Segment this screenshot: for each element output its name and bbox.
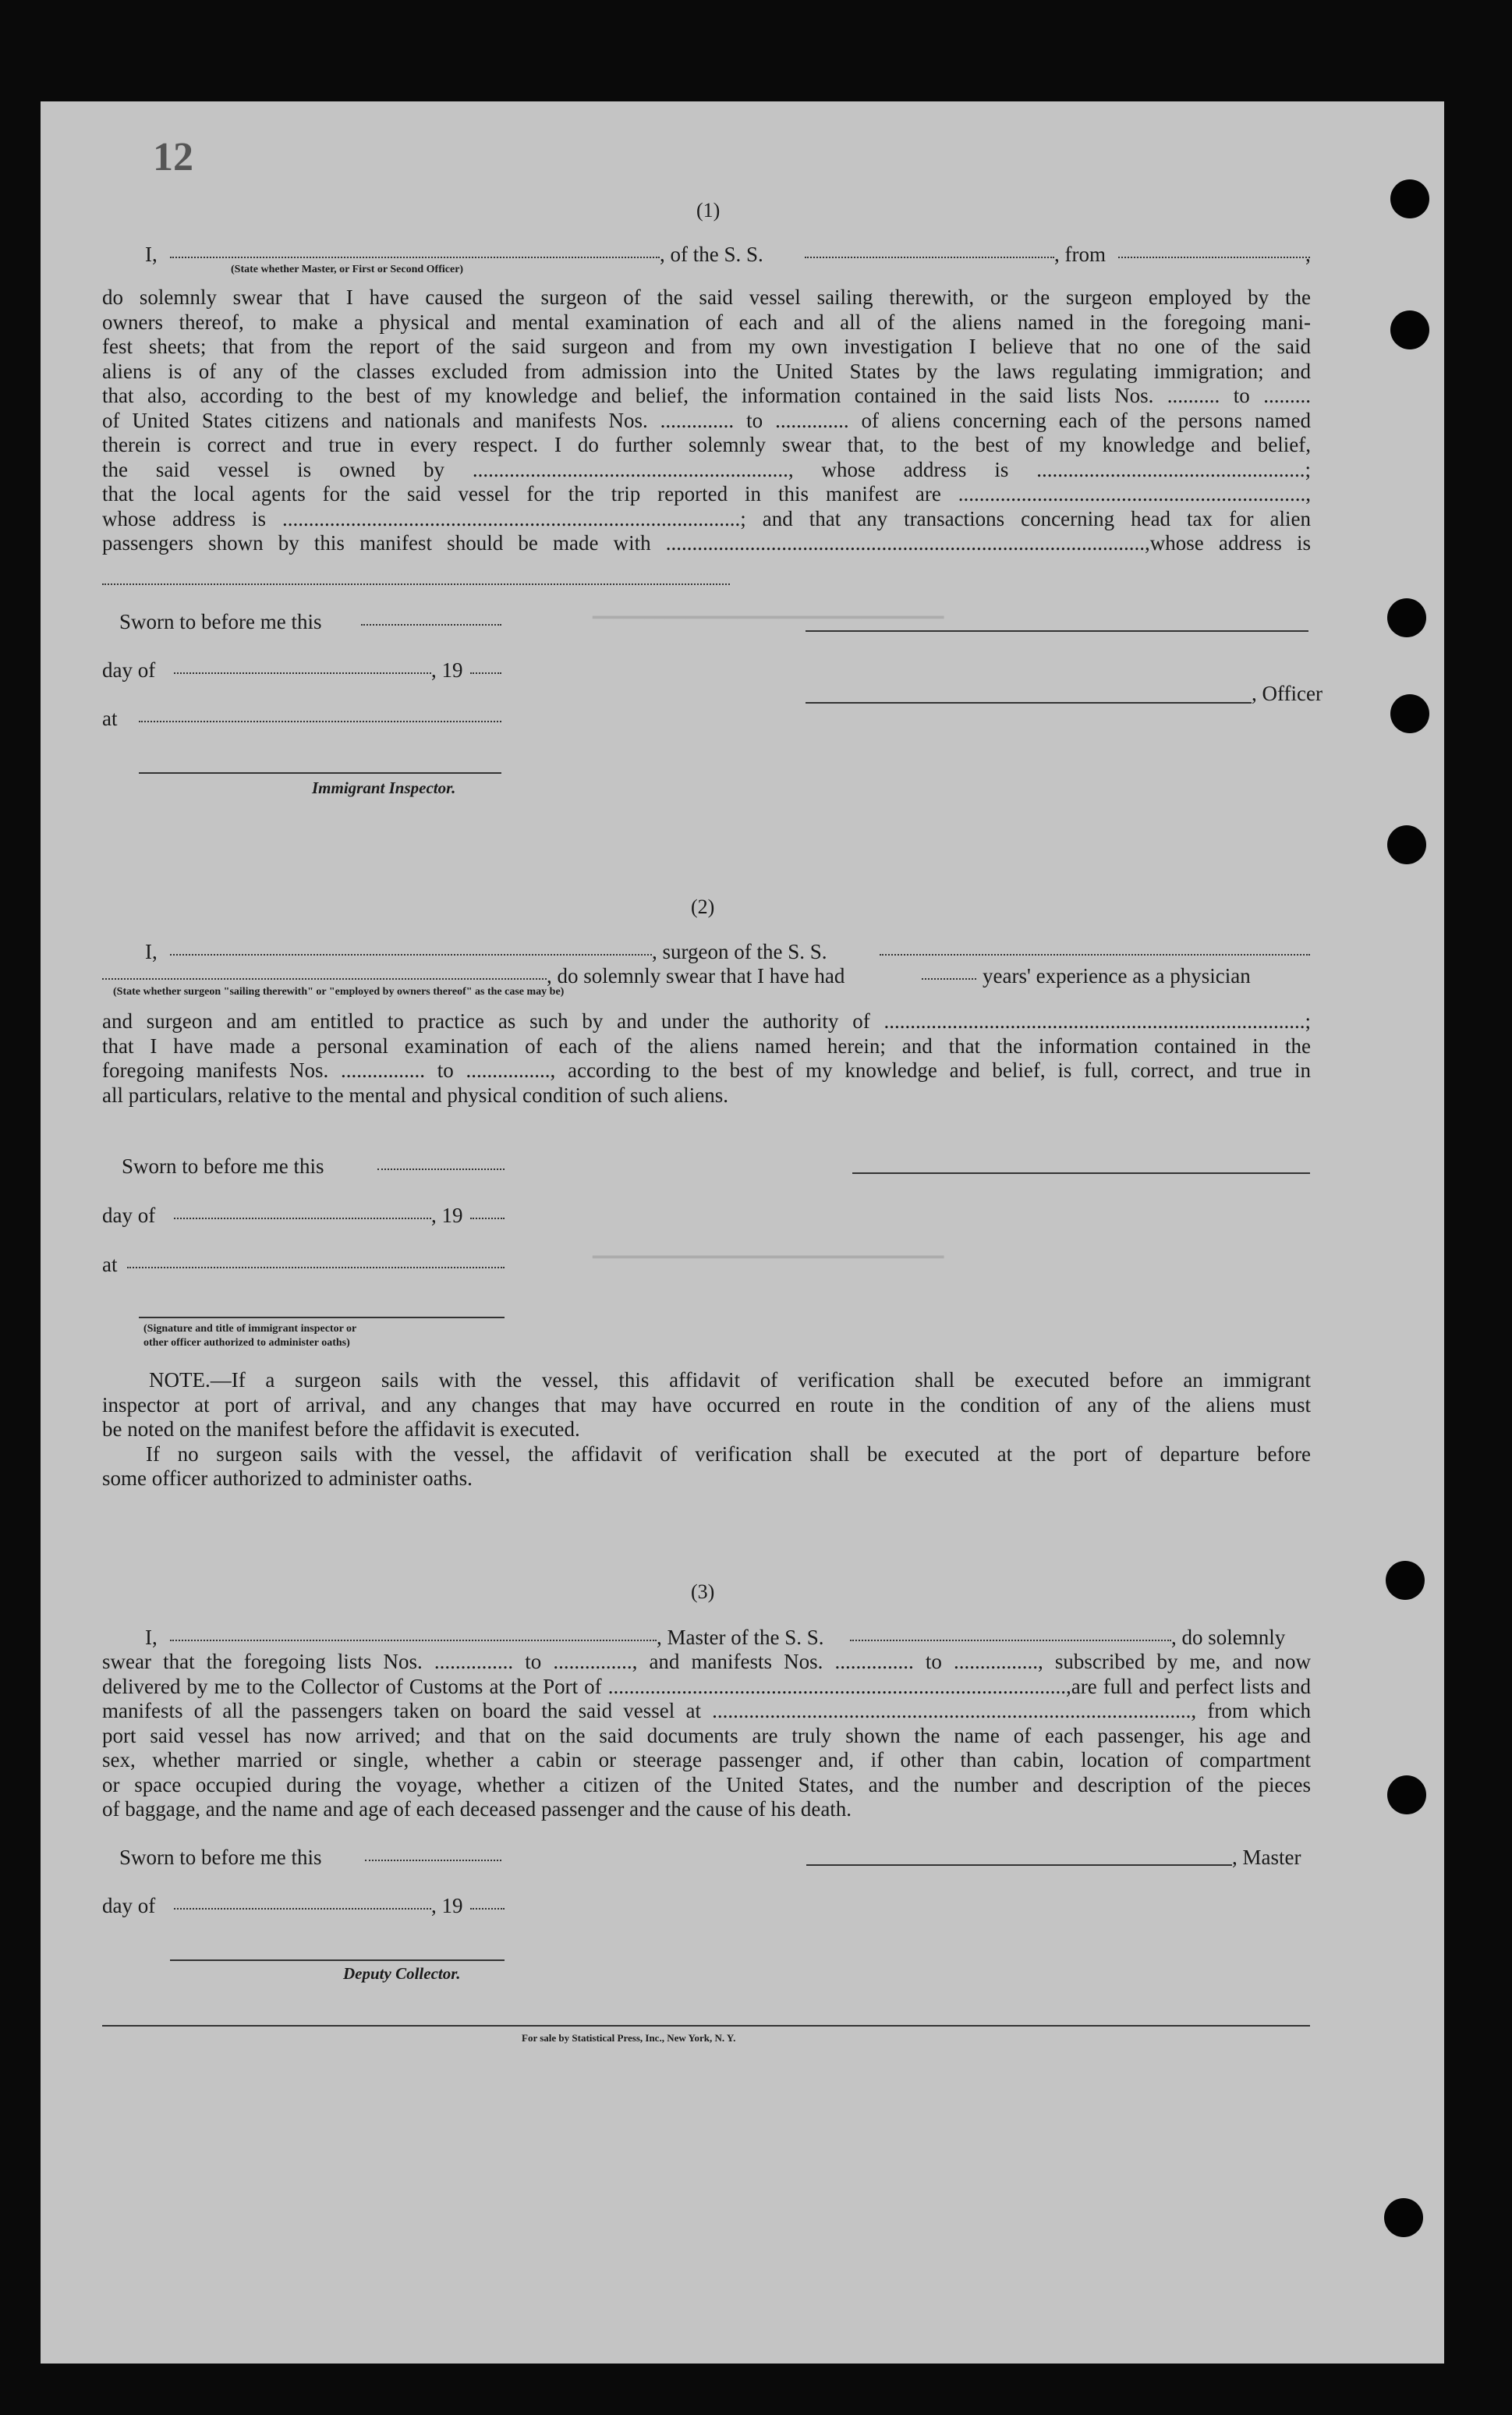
year-label: , 19 bbox=[431, 1204, 463, 1227]
oath-line: passengers shown by this manifest should be made with ...........................................................................................,whose address is bbox=[102, 531, 1311, 555]
solemnly-label: , do solemnly bbox=[1171, 1626, 1286, 1649]
oath-line: or space occupied during the voyage, whether a citizen of the United States, and the number and description of the pieces bbox=[102, 1772, 1311, 1796]
oath-line: of United States citizens and nationals and manifests Nos. .............. to .............. of aliens concerning each of the persons named bbox=[102, 408, 1311, 432]
oath-line: of baggage, and the name and age of each deceased passenger and the cause of his death. bbox=[102, 1797, 852, 1821]
oath-line: whose address is .......................................................................................; and that any transactions concerning head tax for alien bbox=[102, 506, 1311, 530]
surgeon-vessel-field[interactable] bbox=[880, 940, 1310, 956]
printer-imprint: For sale by Statistical Press, Inc., New York, N. Y. bbox=[522, 2032, 736, 2044]
officer-label: , Officer bbox=[1252, 682, 1323, 705]
vessel-label: , of the S. S. bbox=[660, 243, 763, 266]
punch-hole bbox=[1390, 179, 1429, 218]
note-block bbox=[102, 1368, 1311, 1491]
surgeon-vessel-label: , surgeon of the S. S. bbox=[652, 940, 827, 963]
sworn-date-field[interactable] bbox=[365, 1846, 501, 1861]
oath-line: that the local agents for the said vessel for the trip reported in this manifest are .................................................................., bbox=[102, 482, 1311, 505]
section-3-number: (3) bbox=[691, 1580, 715, 1603]
oath-line: aliens is of any of the classes excluded from admission into the United States by the laws regulating immigration; and bbox=[102, 359, 1311, 383]
section-3-body bbox=[102, 1650, 1311, 1822]
surgeon-name-field[interactable] bbox=[170, 940, 652, 956]
master-vessel-label: , Master of the S. S. bbox=[657, 1626, 824, 1649]
inspector-signature-line[interactable] bbox=[139, 772, 501, 774]
day-field[interactable] bbox=[174, 1894, 431, 1910]
rank-caption: (State whether Master, or First or Second Officer) bbox=[231, 264, 464, 275]
from-label: , from bbox=[1054, 243, 1106, 266]
sworn-date-field[interactable] bbox=[361, 610, 501, 626]
note-line: be noted on the manifest before the affidavit is executed. bbox=[102, 1417, 580, 1441]
years-field[interactable] bbox=[922, 964, 976, 980]
day-label: day of bbox=[102, 658, 156, 682]
oath-intro: I, bbox=[145, 940, 158, 963]
section-1-number: (1) bbox=[696, 199, 721, 222]
oath-line: port said vessel has now arrived; and that on the said documents are truly shown the name of each passenger, his age and bbox=[102, 1723, 1311, 1747]
oath-line: and surgeon and am entitled to practice as such by and under the authority of ................................................................................; bbox=[102, 1009, 1311, 1033]
punch-hole bbox=[1387, 1775, 1426, 1814]
at-field[interactable] bbox=[139, 707, 501, 722]
oath-line: do solemnly swear that I have caused the surgeon of the said vessel sailing therewith, or the surgeon employed by the bbox=[102, 285, 1311, 309]
note-line: some officer authorized to administer oaths. bbox=[102, 1466, 473, 1490]
year-label: , 19 bbox=[431, 658, 463, 682]
experience-label: , do solemnly swear that I have had bbox=[547, 964, 845, 988]
collector-caption: Deputy Collector. bbox=[343, 1964, 461, 1983]
oath-line: sex, whether married or single, whether a cabin or steerage passenger and, if other than cabin, location of compartment bbox=[102, 1748, 1311, 1771]
officer-signature-line[interactable] bbox=[139, 1317, 505, 1318]
note-line: NOTE.—If a surgeon sails with the vessel, this affidavit of verification shall be executed before an immigrant bbox=[149, 1368, 1311, 1392]
name-field[interactable] bbox=[170, 243, 660, 258]
signature-caption: other officer authorized to administer oaths) bbox=[143, 1337, 350, 1349]
year-field[interactable] bbox=[470, 1204, 505, 1219]
day-label: day of bbox=[102, 1894, 156, 1917]
oath-line: owners thereof, to make a physical and mental examination of each and all of the aliens named in the foregoing mani- bbox=[102, 310, 1311, 334]
note-line: If no surgeon sails with the vessel, the affidavit of verification shall be executed at the port of departure before bbox=[146, 1442, 1311, 1466]
day-field[interactable] bbox=[174, 658, 431, 674]
sworn-label: Sworn to before me this bbox=[119, 1846, 322, 1869]
punch-hole bbox=[1384, 2198, 1423, 2237]
surgeon-type-caption: (State whether surgeon "sailing therewith" or "employed by owners thereof" as the case may be) bbox=[113, 986, 565, 998]
vessel-field[interactable] bbox=[805, 243, 1054, 258]
address-field[interactable] bbox=[102, 583, 730, 585]
day-label: day of bbox=[102, 1204, 156, 1227]
master-vessel-field[interactable] bbox=[850, 1626, 1171, 1641]
surgeon-type-field[interactable] bbox=[102, 964, 547, 980]
master-name-field[interactable] bbox=[170, 1626, 657, 1641]
oath-line: that I have made a personal examination of each of the aliens named herein; and that the information contained in the bbox=[102, 1034, 1311, 1058]
day-field[interactable] bbox=[174, 1204, 431, 1219]
inspector-caption: Immigrant Inspector. bbox=[312, 778, 456, 797]
sworn-label: Sworn to before me this bbox=[119, 610, 322, 633]
at-field[interactable] bbox=[127, 1253, 505, 1268]
oath-line: foregoing manifests Nos. ................ to ................, according to the best of my knowledge and belief, is full, correct, and true in bbox=[102, 1059, 1311, 1082]
oath-line: manifests of all the passengers taken on board the said vessel at ..........................................................................................., from which bbox=[102, 1699, 1311, 1722]
year-field[interactable] bbox=[470, 658, 501, 674]
collector-signature-line[interactable] bbox=[170, 1959, 505, 1961]
from-field[interactable] bbox=[1118, 243, 1310, 258]
oath-line: delivered by me to the Collector of Customs at the Port of .......................................................................................,are full and perfect lists and bbox=[102, 1674, 1311, 1698]
punch-hole bbox=[1390, 310, 1429, 349]
oath-intro: I, bbox=[145, 243, 158, 266]
bleed-through-text: ━━━━━━━━━━━━━━━━━━━━━━━━━━━━━━━━━━ bbox=[593, 609, 944, 629]
sworn-date-field[interactable] bbox=[377, 1154, 505, 1170]
year-label: , 19 bbox=[431, 1894, 463, 1917]
punch-hole bbox=[1386, 1561, 1425, 1600]
page-mark: 12 bbox=[153, 135, 193, 179]
section-2-body bbox=[102, 1009, 1311, 1108]
punch-hole bbox=[1387, 825, 1426, 864]
at-label: at bbox=[102, 1253, 118, 1276]
oath-line: swear that the foregoing lists Nos. ............... to ..............., and manifests Nos. ............... to ................, subscribed by me, and now bbox=[102, 1650, 1311, 1673]
footer-rule bbox=[102, 2025, 1310, 2027]
oath-line: the said vessel is owned by ............................................................, whose address is ...................................................; bbox=[102, 457, 1311, 481]
oath-line: therein is correct and true in every respect. I do further solemnly swear that, to the best of my knowledge and belief, bbox=[102, 433, 1311, 456]
oath-line: all particulars, relative to the mental and physical condition of such aliens. bbox=[102, 1083, 728, 1107]
master-label: , Master bbox=[1232, 1846, 1301, 1869]
oath-line: that also, according to the best of my knowledge and belief, the information contained in the said lists Nos. .......... to ......... bbox=[102, 384, 1311, 407]
year-field[interactable] bbox=[470, 1894, 505, 1910]
signature-line[interactable] bbox=[806, 630, 1308, 632]
bleed-through-text: ━━━━━━━━━━━━━━━━━━━━━━━━━━━━━━━━━━ bbox=[593, 1249, 944, 1268]
at-label: at bbox=[102, 707, 118, 730]
punch-hole bbox=[1387, 598, 1426, 637]
oath-line: fest sheets; that from the report of the said surgeon and from my own investigation I believe that no one of the said bbox=[102, 335, 1311, 358]
signature-caption: (Signature and title of immigrant inspector or bbox=[143, 1323, 357, 1335]
surgeon-signature-line[interactable] bbox=[852, 1172, 1310, 1174]
section-2-number: (2) bbox=[691, 895, 715, 918]
master-signature-line[interactable] bbox=[806, 1864, 1232, 1866]
note-line: inspector at port of arrival, and any changes that may have occurred en route in the condition of any of the aliens must bbox=[102, 1392, 1311, 1417]
officer-signature-line[interactable] bbox=[806, 702, 1252, 704]
section-1-oath-body bbox=[102, 285, 1311, 556]
oath-intro: I, bbox=[145, 1626, 158, 1649]
punch-hole bbox=[1390, 694, 1429, 733]
sworn-label: Sworn to before me this bbox=[122, 1154, 324, 1178]
physician-label: years' experience as a physician bbox=[983, 964, 1251, 988]
